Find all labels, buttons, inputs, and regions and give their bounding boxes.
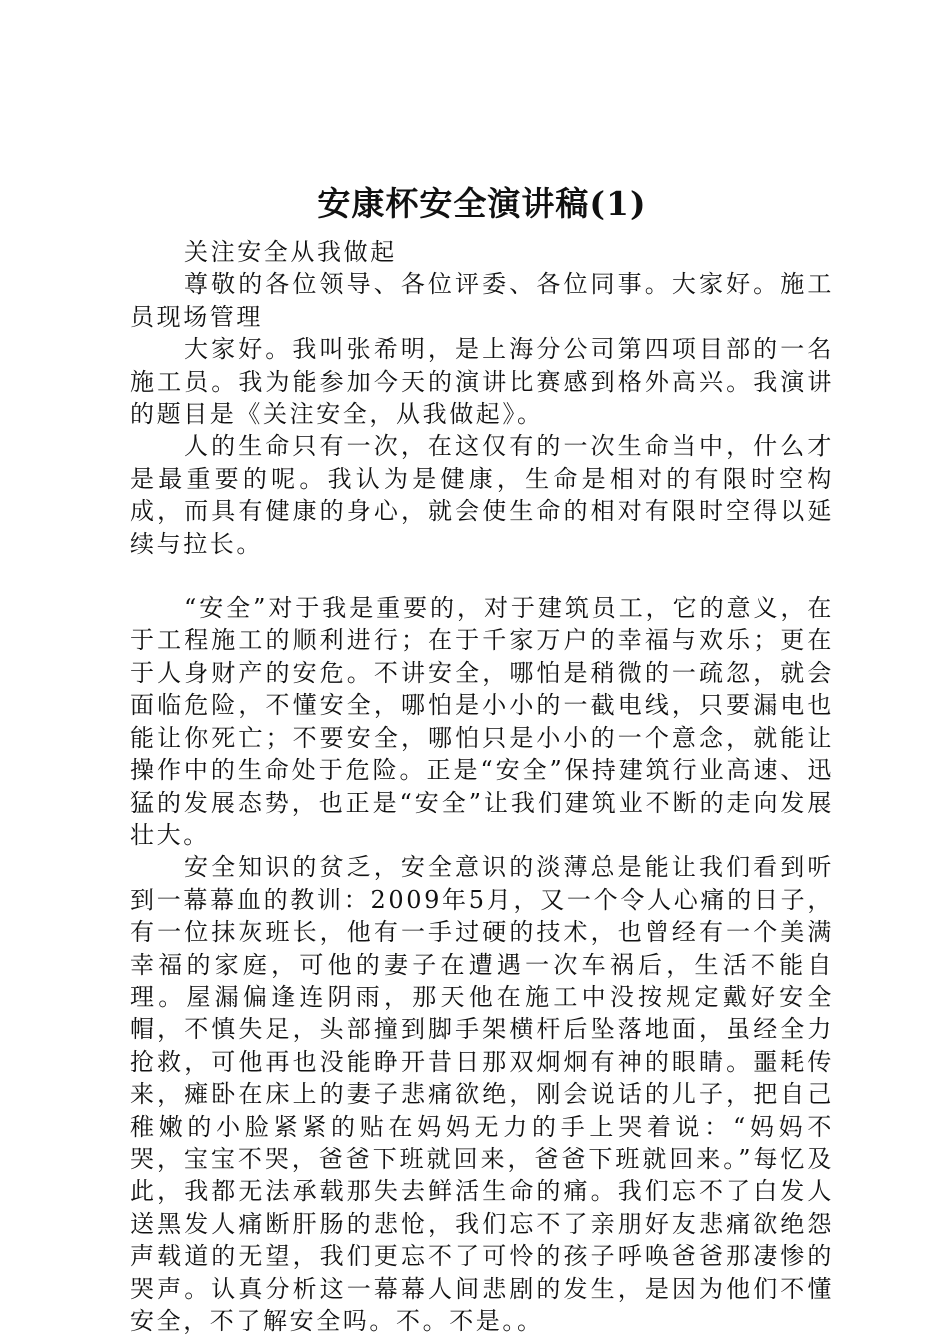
paragraph-greeting: 尊敬的各位领导、各位评委、各位同事。大家好。施工员现场管理 — [130, 270, 834, 331]
document-page — [130, 178, 834, 1337]
paragraph-spacer — [130, 560, 834, 592]
document-subtitle: 关注安全从我做起 — [184, 238, 397, 266]
paragraph-life: 人的生命只有一次，在这仅有的一次生命当中，什么才是最重要的呢。我认为是健康，生命是相对的有限时空构成，而具有健康的身心，就会使生命的相对有限时空得以延续与拉长。 — [130, 432, 834, 558]
paragraph-safety-meaning: “安全”对于我是重要的，对于建筑员工，它的意义，在于工程施工的顺利进行；在于千家万户的幸福与欢乐；更在于人身财产的安危。不讲安全，哪怕是稍微的一疏忽，就会面临危险，不懂安全，哪怕是小小的一截电线，只要漏电也能让你死亡；不要安全，哪怕只是小小的一个意念，就能让操作中的生命处于危险。正是“安全”保持建筑行业高速、迅猛的发展态势，也正是“安全”让我们建筑业不断的走向发展壮大。 — [130, 594, 834, 849]
document-title: 安康杯安全演讲稿(1) — [317, 184, 647, 223]
paragraph-accident-story: 安全知识的贫乏，安全意识的淡薄总是能让我们看到听到一幕幕血的教训：2009年5月，又一个令人心痛的日子，有一位抹灰班长，他有一手过硬的技术，也曾经有一个美满幸福的家庭，可他的妻子在遭遇一次车祸后，生活不能自理。屋漏偏逢连阴雨，那天他在施工中没按规定戴好安全帽，不慎失足，头部撞到脚手架横杆后坠落地面，虽经全力抢救，可他再也没能睁开昔日那双炯炯有神的眼睛。噩耗传来，瘫卧在床上的妻子悲痛欲绝，刚会说话的儿子，把自己稚嫩的小脸紧紧的贴在妈妈无力的手上哭着说：“妈妈不哭，宝宝不哭，爸爸下班就回来，爸爸下班就回来。”每忆及此，我都无法承载那失去鲜活生命的痛。我们忘不了白发人送黑发人痛断肝肠的悲怆，我们忘不了亲朋好友悲痛欲绝怨声载道的无望，我们更忘不了可怜的孩子呼唤爸爸那凄惨的哭声。认真分析这一幕幕人间悲剧的发生，是因为他们不懂安全，不了解安全吗。不。不是。。 — [130, 853, 834, 1335]
paragraph-introduction: 大家好。我叫张希明，是上海分公司第四项目部的一名施工员。我为能参加今天的演讲比赛感到格外高兴。我演讲的题目是《关注安全，从我做起》。 — [130, 335, 834, 429]
